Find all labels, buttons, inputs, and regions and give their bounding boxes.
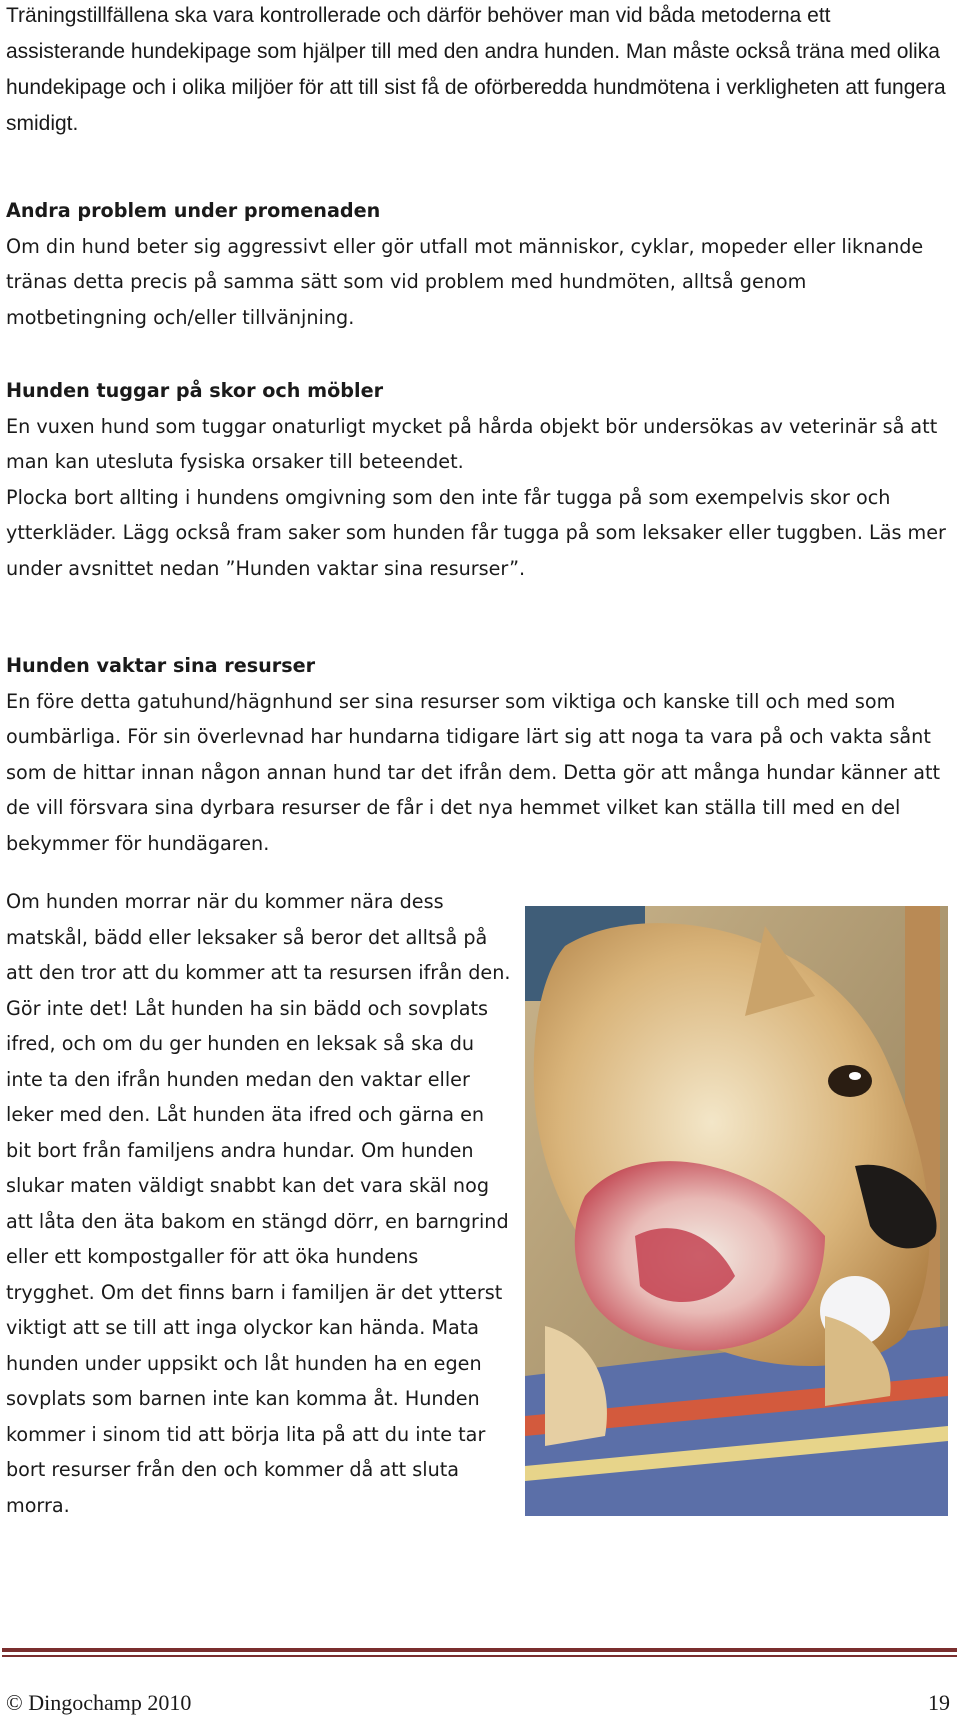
dog-chewing-bone-photo — [525, 906, 948, 1516]
intro-paragraph: Träningstillfällena ska vara kontrollerade och därför behöver man vid båda metoderna ett assisterande hundekipage som hjälper till med den andra hunden. Man måste också träna med olika hundekipage och i olika miljöer för att till sist få de oförberedda hundmötena i verkligheten att fungera smidigt. — [6, 4, 946, 135]
section-heading: Andra problem under promenaden — [6, 199, 381, 222]
section-heading: Hunden tuggar på skor och möbler — [6, 379, 384, 402]
section-heading: Hunden vaktar sina resurser — [6, 654, 316, 677]
section-resource-guarding — [6, 648, 951, 861]
growling-advice-paragraph: Om hunden morrar när du kommer nära dess matskål, bädd eller leksaker så beror det alltså på att den tror att du kommer att ta resursen ifrån den. Gör inte det! Låt hunden ha sin bädd och sovplats ifred, och om du ger hunden en leksak så ska du inte ta den ifrån hunden medan den vaktar eller leker med den. Låt hunden äta ifred och gärna en bit bort från familjens andra hundar. Om hunden slukar maten väldigt snabbt kan det vara skäl nog att låta den äta bakom en stängd dörr, en barngrind eller ett kompostgaller för att öka hundens trygghet. Om det finns barn i familjen är det ytterst viktigt att se till att inga olyckor kan hända. Mata hunden under uppsikt och låt hunden ha en egen sovplats som barnen inte kan komma åt. Hunden kommer i sinom tid att börja lita på att du inte tar bort resurser från den och kommer då att sluta morra. — [6, 890, 511, 1517]
section-paragraph: En före detta gatuhund/hägnhund ser sina resurser som viktiga och kanske till och med som oumbärliga. För sin överlevnad har hundarna tidigare lärt sig att noga ta vara på och vakta sånt som de hittar innan någon annan hund tar det ifrån dem. Detta gör att många hundar känner att de vill försvara sina dyrbara resurser de får i det nya hemmet vilket kan ställa till med en del bekymmer för hundägaren. — [6, 689, 941, 855]
footer-divider — [2, 1648, 957, 1652]
section-paragraph: Plocka bort allting i hundens omgivning som den inte får tugga på som exempelvis skor och ytterkläder. Lägg också fram saker som hunden får tugga på som leksaker eller tuggben. Läs mer under avsnittet nedan ”Hunden vaktar sina resurser”. — [6, 485, 946, 580]
section-chewing — [6, 373, 951, 586]
section-paragraph: Om din hund beter sig aggressivt eller gör utfall mot människor, cyklar, mopeder eller liknande tränas detta precis på samma sätt som vid problem med hundmöten, alltså genom motbetingning och/eller tillvänjning. — [6, 234, 924, 329]
section-walk-problems — [6, 193, 951, 335]
section-paragraph: En vuxen hund som tuggar onaturligt mycket på hårda objekt bör undersökas av veterinär så att man kan utesluta fysiska orsaker till beteendet. — [6, 414, 938, 473]
footer-copyright: © Dingochamp 2010 — [6, 1690, 192, 1715]
footer-divider-thin — [2, 1655, 957, 1657]
page-number: 19 — [928, 1690, 950, 1715]
